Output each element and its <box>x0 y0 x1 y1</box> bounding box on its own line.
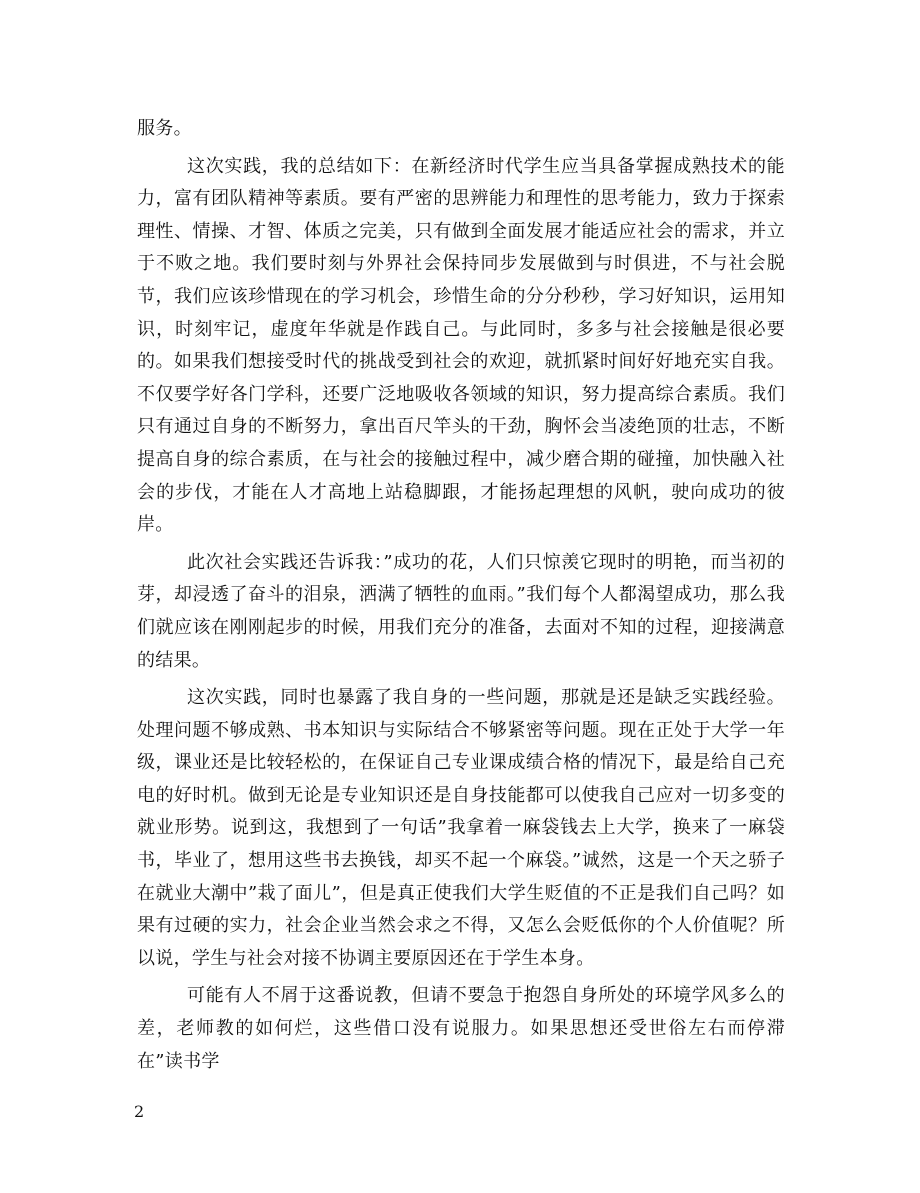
page-number: 2 <box>134 1102 145 1121</box>
paragraph-problems: 这次实践，同时也暴露了我自身的一些问题，那就是还是缺乏实践经验。处理问题不够成熟、书本知识与实际结合不够紧密等问题。现在正处于大学一年级，课业还是比较轻松的，在保证自己专业课成绩合格的情况下，最是给自己充电的好时机。做到无论是专业知识还是自身技能都可以使我自己应对一切多变的就业形势。说到这，我想到了一句话”我拿着一麻袋钱去上大学，换来了一麻袋书，毕业了，想用这些书去换钱，却买不起一个麻袋。”诚然，这是一个天之骄子在就业大潮中”栽了面儿”，但是真正使我们大学生贬值的不正是我们自己吗？如果有过硬的实力，社会企业当然会求之不得，又怎么会贬低你的个人价值呢？所以说，学生与社会对接不协调主要原因还在于学生本身。 <box>137 687 785 969</box>
paragraph-excuses: 可能有人不屑于这番说教，但请不要急于抱怨自身所处的环境学风多么的差，老师教的如何烂，这些借口没有说服力。如果思想还受世俗左右而停滞在”读书学 <box>137 985 785 1072</box>
paragraph-continuation: 服务。 <box>137 118 192 139</box>
paragraph-summary: 这次实践，我的总结如下：在新经济时代学生应当具备掌握成熟技术的能力，富有团队精神等素质。要有严密的思辨能力和理性的思考能力，致力于探索理性、情操、才智、体质之完美，只有做到全面发展才能适应社会的需求，并立于不败之地。我们要时刻与外界社会保持同步发展做到与时俱进，不与社会脱节，我们应该珍惜现在的学习机会，珍惜生命的分分秒秒，学习好知识，运用知识，时刻牢记，虚度年华就是作践自己。与此同时，多多与社会接触是很必要的。如果我们想接受时代的挑战受到社会的欢迎，就抓紧时间好好地充实自我。不仅要学好各门学科，还要广泛地吸收各领域的知识，努力提高综合素质。我们只有通过自身的不断努力，拿出百尺竿头的干劲，胸怀会当凌绝顶的壮志，不断提高自身的综合素质，在与社会的接触过程中，减少磨合期的碰撞，加快融入社会的步伐，才能在人才高地上站稳脚跟，才能扬起理想的风帆，驶向成功的彼岸。 <box>137 155 785 536</box>
paragraph-success-quote: 此次社会实践还告诉我：”成功的花，人们只惊羡它现时的明艳，而当初的芽，却浸透了奋斗的泪泉，洒满了牺牲的血雨。”我们每个人都渴望成功，那么我们就应该在刚刚起步的时候，用我们充分的准备，去面对不知的过程，迎接满意的结果。 <box>137 551 785 671</box>
document-body <box>137 113 785 1078</box>
